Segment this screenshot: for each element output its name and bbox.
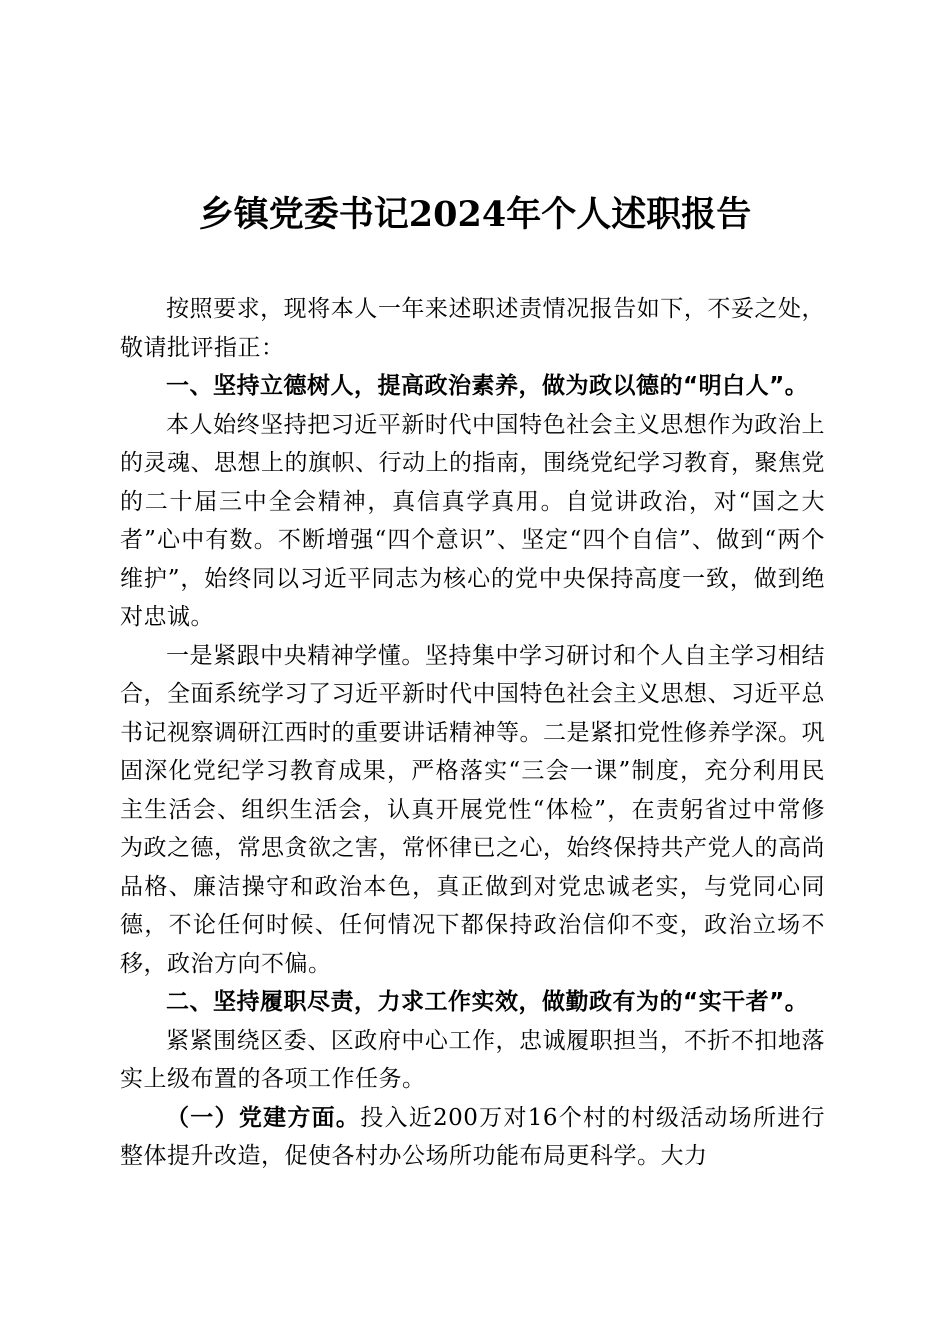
subsection-1-text: 投入近200万对16个村的村级活动场所进行整体提升改造，促使各村办公场所功能布局更科学。大力 bbox=[120, 1104, 825, 1169]
section-1-heading: 一、坚持立德树人，提高政治素养，做为政以德的“明白人”。 bbox=[166, 373, 809, 399]
section-1-paragraph-2: 一是紧跟中央精神学懂。坚持集中学习研讨和个人自主学习相结合，全面系统学习了习近平新时代中国特色社会主义思想、习近平总书记视察调研江西时的重要讲话精神等。二是紧扣党性修养学深。巩固深化党纪学习教育成果，严格落实“三会一课”制度，充分利用民主生活会、组织生活会，认真开展党性“体检”，在责躬省过中常修为政之德，常思贪欲之害，常怀律已之心，始终保持共产党人的高尚品格、廉洁操守和政治本色，真正做到对党忠诚老实，与党同心同德，不论任何时候、任何情况下都保持政治信仰不变，政治立场不移，政治方向不偏。 bbox=[120, 642, 825, 977]
section-2-paragraph-1: 紧紧围绕区委、区政府中心工作，忠诚履职担当，不折不扣地落实上级布置的各项工作任务。 bbox=[120, 1027, 825, 1092]
section-1-paragraph-1: 本人始终坚持把习近平新时代中国特色社会主义思想作为政治上的灵魂、思想上的旗帜、行动上的指南，围绕党纪学习教育，聚焦党的二十届三中全会精神，真信真学真用。自觉讲政治，对“国之大者”心中有数。不断增强“四个意识”、坚定“四个自信”、做到“两个维护”，始终同以习近平同志为核心的党中央保持高度一致，做到绝对忠诚。 bbox=[120, 411, 825, 630]
document-title: 乡镇党委书记2024年个人述职报告 bbox=[198, 194, 752, 235]
section-2-heading: 二、坚持履职尽责，力求工作实效，做勤政有为的“实干者”。 bbox=[166, 989, 809, 1015]
subsection-1-label: （一）党建方面。 bbox=[166, 1104, 361, 1131]
intro-paragraph: 按照要求，现将本人一年来述职述责情况报告如下，不妥之处，敬请批评指正： bbox=[120, 296, 825, 361]
section-2-subsection-1 bbox=[120, 1099, 825, 1176]
document-body bbox=[120, 290, 825, 1176]
